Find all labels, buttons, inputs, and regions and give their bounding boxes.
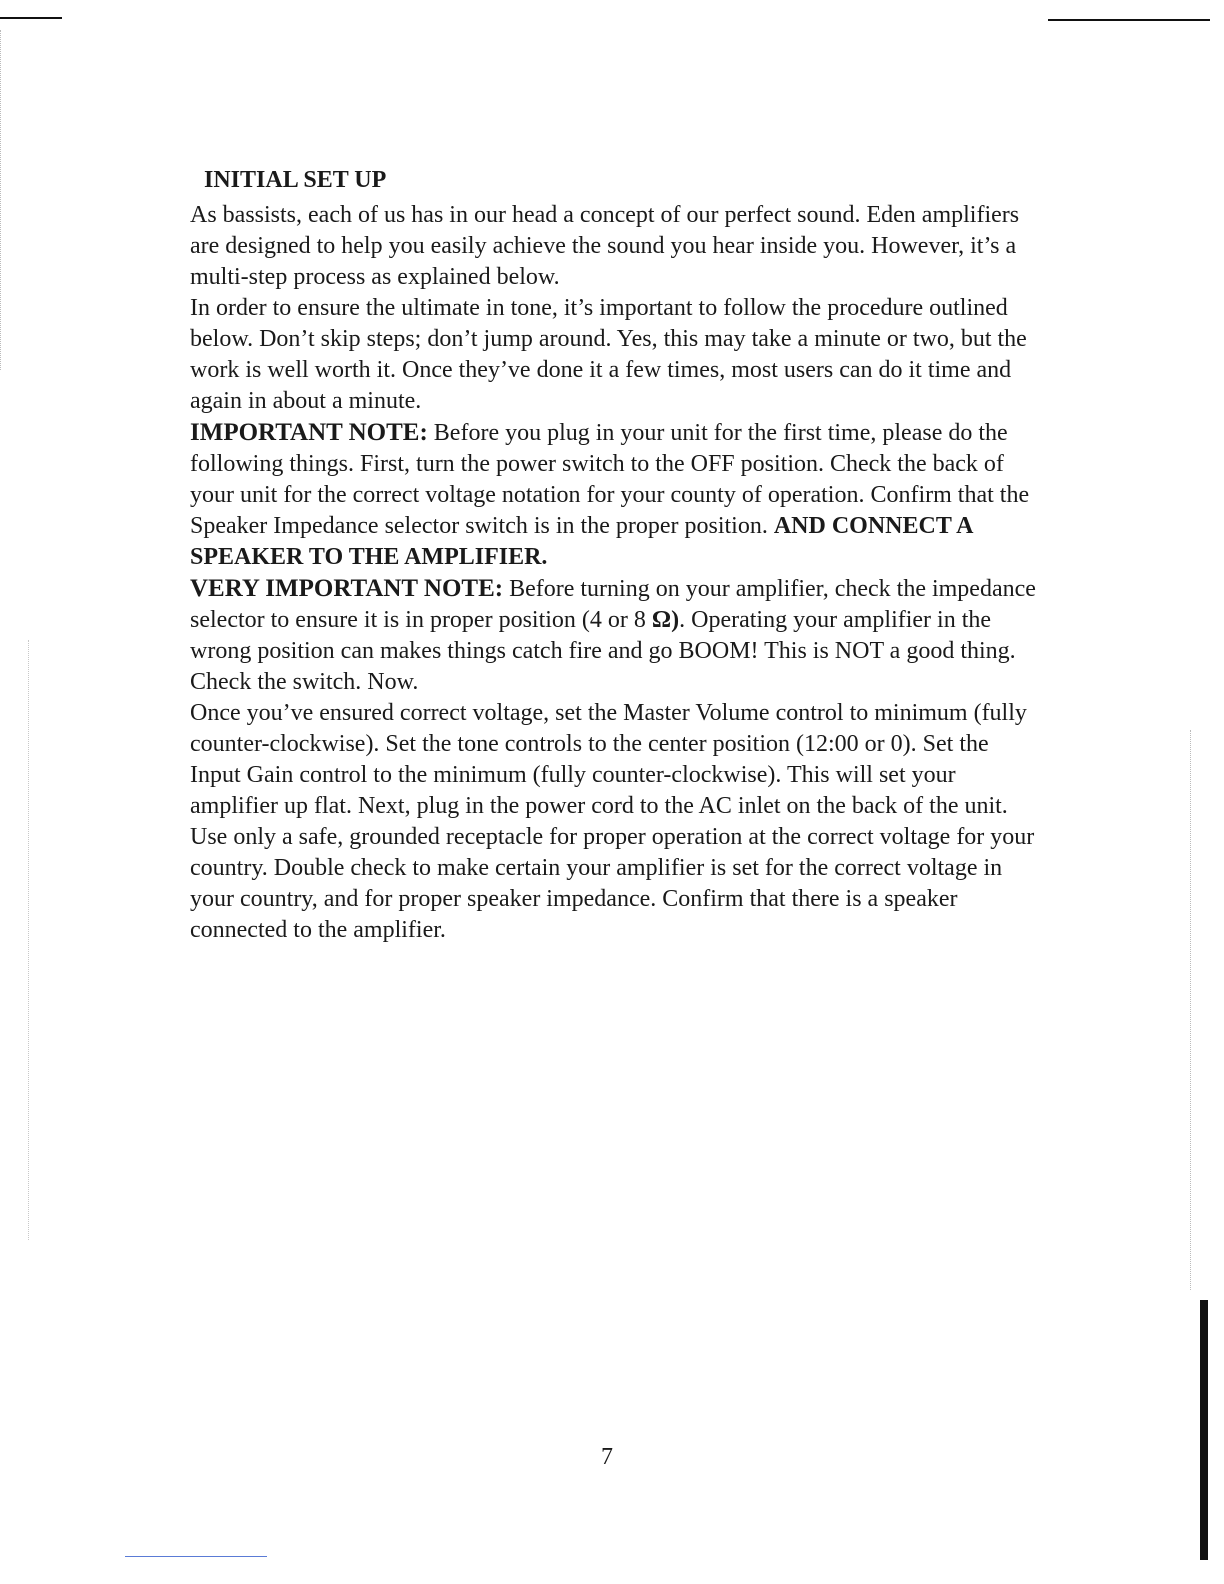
section-title: INITIAL SET UP	[204, 167, 387, 193]
scan-noise-left-top	[0, 30, 9, 370]
paragraph-important-note	[190, 417, 1040, 573]
page-number: 7	[601, 1444, 613, 1470]
paragraph-intro: As bassists, each of us has in our head a concept of our perfect sound. Eden amplifiers are designed to help you easily achieve the sound you hear inside you. However, it’s a multi-step process as explained below.	[190, 202, 1020, 290]
important-note-text: Before you plug in your unit for the first time, please do the following things. First, turn the power switch to the OFF position. Check the back of your unit for the correct voltage notation for your county of operation. Confirm that the Speaker Impedance selector switch is in the proper position.	[190, 420, 1030, 539]
very-important-note-text-after: . Operating your amplifier in the wrong position can makes things catch fire and go BOOM! This is NOT a good thing. Check the switch. Now.	[190, 607, 1016, 695]
very-important-note-label: VERY IMPORTANT NOTE:	[190, 575, 504, 602]
scan-mark-top-right	[1048, 19, 1210, 21]
document-body	[190, 160, 1040, 946]
paragraph-setup-steps: Once you’ve ensured correct voltage, set the Master Volume control to minimum (fully counter-clockwise). Set the tone controls to the center position (12:00 or 0). Set the Input Gain control to the minimum (fully counter-clockwise). This will set your amplifier up flat. Next, plug in the power cord to the AC inlet on the back of the unit. Use only a safe, grounded receptacle for proper operation at the correct voltage for your country. Double check to make certain your amplifier is set for the correct voltage in your country, and for proper speaker impedance. Confirm that there is a speaker connected to the amplifier.	[190, 700, 1035, 943]
ohm-symbol: Ω)	[651, 607, 680, 633]
paragraph-very-important-note	[190, 573, 1040, 698]
scan-noise-left-middle	[28, 640, 30, 1240]
scan-noise-right	[1190, 730, 1192, 1290]
scan-mark-top-left	[0, 17, 62, 19]
scan-line-bottom	[125, 1556, 267, 1557]
scan-edge-right	[1200, 1300, 1208, 1560]
important-note-emphasis: AND CONNECT A SPEAKER TO THE AMPLIFIER.	[190, 513, 973, 570]
very-important-note-text-before: Before turning on your amplifier, check the impedance selector to ensure it is in proper position (4 or 8	[190, 576, 1036, 633]
paragraph-procedure: In order to ensure the ultimate in tone, it’s important to follow the procedure outlined below. Don’t skip steps; don’t jump around. Yes, this may take a minute or two, but the work is well worth it. Once they’ve done it a few times, most users can do it time and again in about a minute.	[190, 295, 1027, 414]
important-note-label: IMPORTANT NOTE:	[190, 419, 428, 446]
